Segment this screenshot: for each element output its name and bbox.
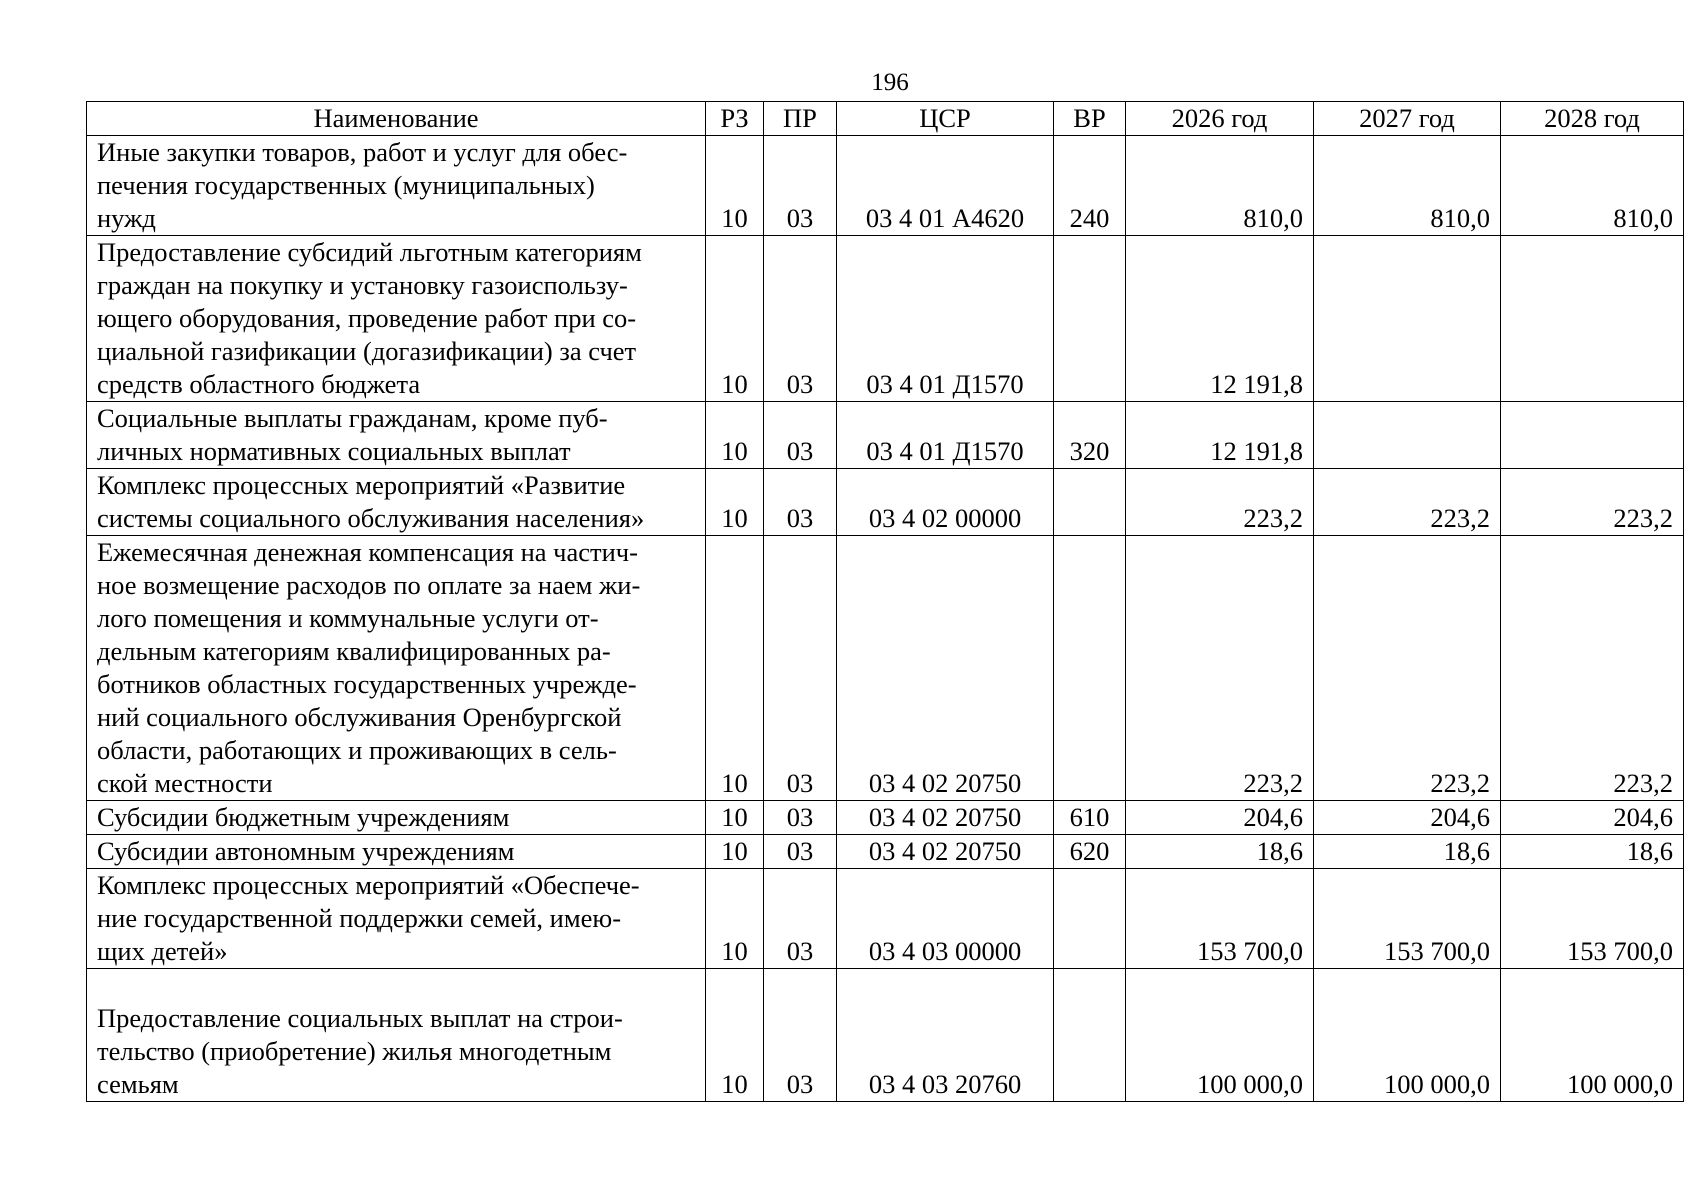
row-csr: 03 4 02 20750 bbox=[837, 801, 1054, 835]
row-vr: 610 bbox=[1054, 801, 1126, 835]
row-2026: 204,6 bbox=[1126, 801, 1314, 835]
row-name-line: ской местности bbox=[97, 768, 273, 798]
row-name-line: ное возмещение расходов по оплате за наем жи- bbox=[97, 570, 641, 600]
row-name-line: ние государственной поддержки семей, имею- bbox=[97, 903, 622, 933]
row-name-line: лого помещения и коммунальные услуги от- bbox=[97, 603, 599, 633]
table-row bbox=[87, 402, 1684, 469]
row-vr bbox=[1054, 469, 1126, 536]
row-name-line: Субсидии бюджетным учреждениям bbox=[97, 802, 510, 832]
row-2028 bbox=[1501, 236, 1684, 402]
row-pr: 03 bbox=[764, 801, 837, 835]
table-row bbox=[87, 469, 1684, 536]
row-vr bbox=[1054, 236, 1126, 402]
row-name-line: Предоставление социальных выплат на строи- bbox=[97, 1003, 623, 1033]
row-name bbox=[87, 536, 706, 801]
row-pr: 03 bbox=[764, 869, 837, 969]
row-rz: 10 bbox=[706, 969, 764, 1102]
row-name-line: Социальные выплаты гражданам, кроме пуб- bbox=[97, 403, 608, 433]
table-row bbox=[87, 236, 1684, 402]
row-name-line: щих детей» bbox=[97, 936, 228, 966]
header-rz: РЗ bbox=[706, 102, 764, 136]
row-name-line: печения государственных (муниципальных) bbox=[97, 170, 595, 200]
row-vr: 320 bbox=[1054, 402, 1126, 469]
row-2026: 223,2 bbox=[1126, 469, 1314, 536]
row-2028: 100 000,0 bbox=[1501, 969, 1684, 1102]
row-2026: 12 191,8 bbox=[1126, 236, 1314, 402]
row-name-line: дельным категориям квалифицированных ра- bbox=[97, 636, 611, 666]
row-rz: 10 bbox=[706, 536, 764, 801]
table-row bbox=[87, 801, 1684, 835]
row-rz: 10 bbox=[706, 801, 764, 835]
row-pr: 03 bbox=[764, 402, 837, 469]
row-name-line: Комплекс процессных мероприятий «Обеспече- bbox=[97, 870, 640, 900]
row-pr: 03 bbox=[764, 469, 837, 536]
row-name bbox=[87, 869, 706, 969]
header-name: Наименование bbox=[87, 102, 706, 136]
row-name bbox=[87, 801, 706, 835]
row-name bbox=[87, 835, 706, 869]
row-name-line: семьям bbox=[97, 1069, 179, 1099]
row-name-line: граждан на покупку и установку газоиспользу- bbox=[97, 270, 628, 300]
table-header-row bbox=[87, 102, 1684, 136]
row-2028: 18,6 bbox=[1501, 835, 1684, 869]
budget-table bbox=[86, 101, 1684, 1102]
row-csr: 03 4 03 20760 bbox=[837, 969, 1054, 1102]
row-name-line: ботников областных государственных учрежде- bbox=[97, 669, 637, 699]
row-name bbox=[87, 236, 706, 402]
row-name-line: личных нормативных социальных выплат bbox=[97, 436, 571, 466]
header-2027: 2027 год bbox=[1314, 102, 1501, 136]
row-name bbox=[87, 969, 706, 1102]
row-rz: 10 bbox=[706, 136, 764, 236]
row-rz: 10 bbox=[706, 236, 764, 402]
header-2026: 2026 год bbox=[1126, 102, 1314, 136]
row-csr: 03 4 01 Д1570 bbox=[837, 236, 1054, 402]
row-2026: 12 191,8 bbox=[1126, 402, 1314, 469]
row-vr bbox=[1054, 869, 1126, 969]
row-name-line: Иные закупки товаров, работ и услуг для обес- bbox=[97, 137, 628, 167]
table-body bbox=[87, 136, 1684, 1102]
row-pr: 03 bbox=[764, 536, 837, 801]
row-csr: 03 4 02 20750 bbox=[837, 835, 1054, 869]
row-2027: 223,2 bbox=[1314, 469, 1501, 536]
row-2028: 810,0 bbox=[1501, 136, 1684, 236]
row-csr: 03 4 03 00000 bbox=[837, 869, 1054, 969]
row-csr: 03 4 02 20750 bbox=[837, 536, 1054, 801]
row-vr: 240 bbox=[1054, 136, 1126, 236]
row-2027: 204,6 bbox=[1314, 801, 1501, 835]
row-name-line: ний социального обслуживания Оренбургской bbox=[97, 702, 622, 732]
row-2028: 223,2 bbox=[1501, 469, 1684, 536]
row-2026: 153 700,0 bbox=[1126, 869, 1314, 969]
row-name bbox=[87, 136, 706, 236]
row-name-line: тельство (приобретение) жилья многодетным bbox=[97, 1036, 612, 1066]
page-number: 196 bbox=[871, 69, 909, 96]
row-2027: 810,0 bbox=[1314, 136, 1501, 236]
row-pr: 03 bbox=[764, 236, 837, 402]
row-rz: 10 bbox=[706, 835, 764, 869]
row-name-line: циальной газификации (догазификации) за счет bbox=[97, 336, 637, 366]
row-csr: 03 4 01 А4620 bbox=[837, 136, 1054, 236]
row-rz: 10 bbox=[706, 869, 764, 969]
row-name-line: Комплекс процессных мероприятий «Развитие bbox=[97, 470, 626, 500]
row-name bbox=[87, 469, 706, 536]
row-2027 bbox=[1314, 236, 1501, 402]
row-2027: 18,6 bbox=[1314, 835, 1501, 869]
row-rz: 10 bbox=[706, 469, 764, 536]
row-name-line: системы социального обслуживания населения» bbox=[97, 503, 645, 533]
table-row bbox=[87, 136, 1684, 236]
row-pr: 03 bbox=[764, 136, 837, 236]
row-pr: 03 bbox=[764, 969, 837, 1102]
row-2027: 153 700,0 bbox=[1314, 869, 1501, 969]
row-name-line: нужд bbox=[97, 203, 156, 233]
row-2026: 100 000,0 bbox=[1126, 969, 1314, 1102]
row-csr: 03 4 02 00000 bbox=[837, 469, 1054, 536]
row-2028: 153 700,0 bbox=[1501, 869, 1684, 969]
header-pr: ПР bbox=[764, 102, 837, 136]
row-2026: 223,2 bbox=[1126, 536, 1314, 801]
row-vr: 620 bbox=[1054, 835, 1126, 869]
row-2027: 100 000,0 bbox=[1314, 969, 1501, 1102]
row-name-line: Предоставление субсидий льготным категориям bbox=[97, 237, 642, 267]
table-row bbox=[87, 536, 1684, 801]
row-name-line: средств областного бюджета bbox=[97, 369, 421, 399]
header-csr: ЦСР bbox=[837, 102, 1054, 136]
row-vr bbox=[1054, 536, 1126, 801]
row-2026: 18,6 bbox=[1126, 835, 1314, 869]
row-2028: 204,6 bbox=[1501, 801, 1684, 835]
row-name-line: Субсидии автономным учреждениям bbox=[97, 836, 515, 866]
row-2028 bbox=[1501, 402, 1684, 469]
table-row bbox=[87, 869, 1684, 969]
row-name bbox=[87, 402, 706, 469]
row-name-line: ющего оборудования, проведение работ при со- bbox=[97, 303, 637, 333]
row-name-line: области, работающих и проживающих в сель- bbox=[97, 735, 617, 765]
row-pr: 03 bbox=[764, 835, 837, 869]
row-name-line: Ежемесячная денежная компенсация на частич- bbox=[97, 537, 638, 567]
row-csr: 03 4 01 Д1570 bbox=[837, 402, 1054, 469]
header-vr: ВР bbox=[1054, 102, 1126, 136]
row-rz: 10 bbox=[706, 402, 764, 469]
table-row bbox=[87, 969, 1684, 1102]
row-2027: 223,2 bbox=[1314, 536, 1501, 801]
row-2026: 810,0 bbox=[1126, 136, 1314, 236]
table-row bbox=[87, 835, 1684, 869]
header-2028: 2028 год bbox=[1501, 102, 1684, 136]
row-2028: 223,2 bbox=[1501, 536, 1684, 801]
row-2027 bbox=[1314, 402, 1501, 469]
row-vr bbox=[1054, 969, 1126, 1102]
